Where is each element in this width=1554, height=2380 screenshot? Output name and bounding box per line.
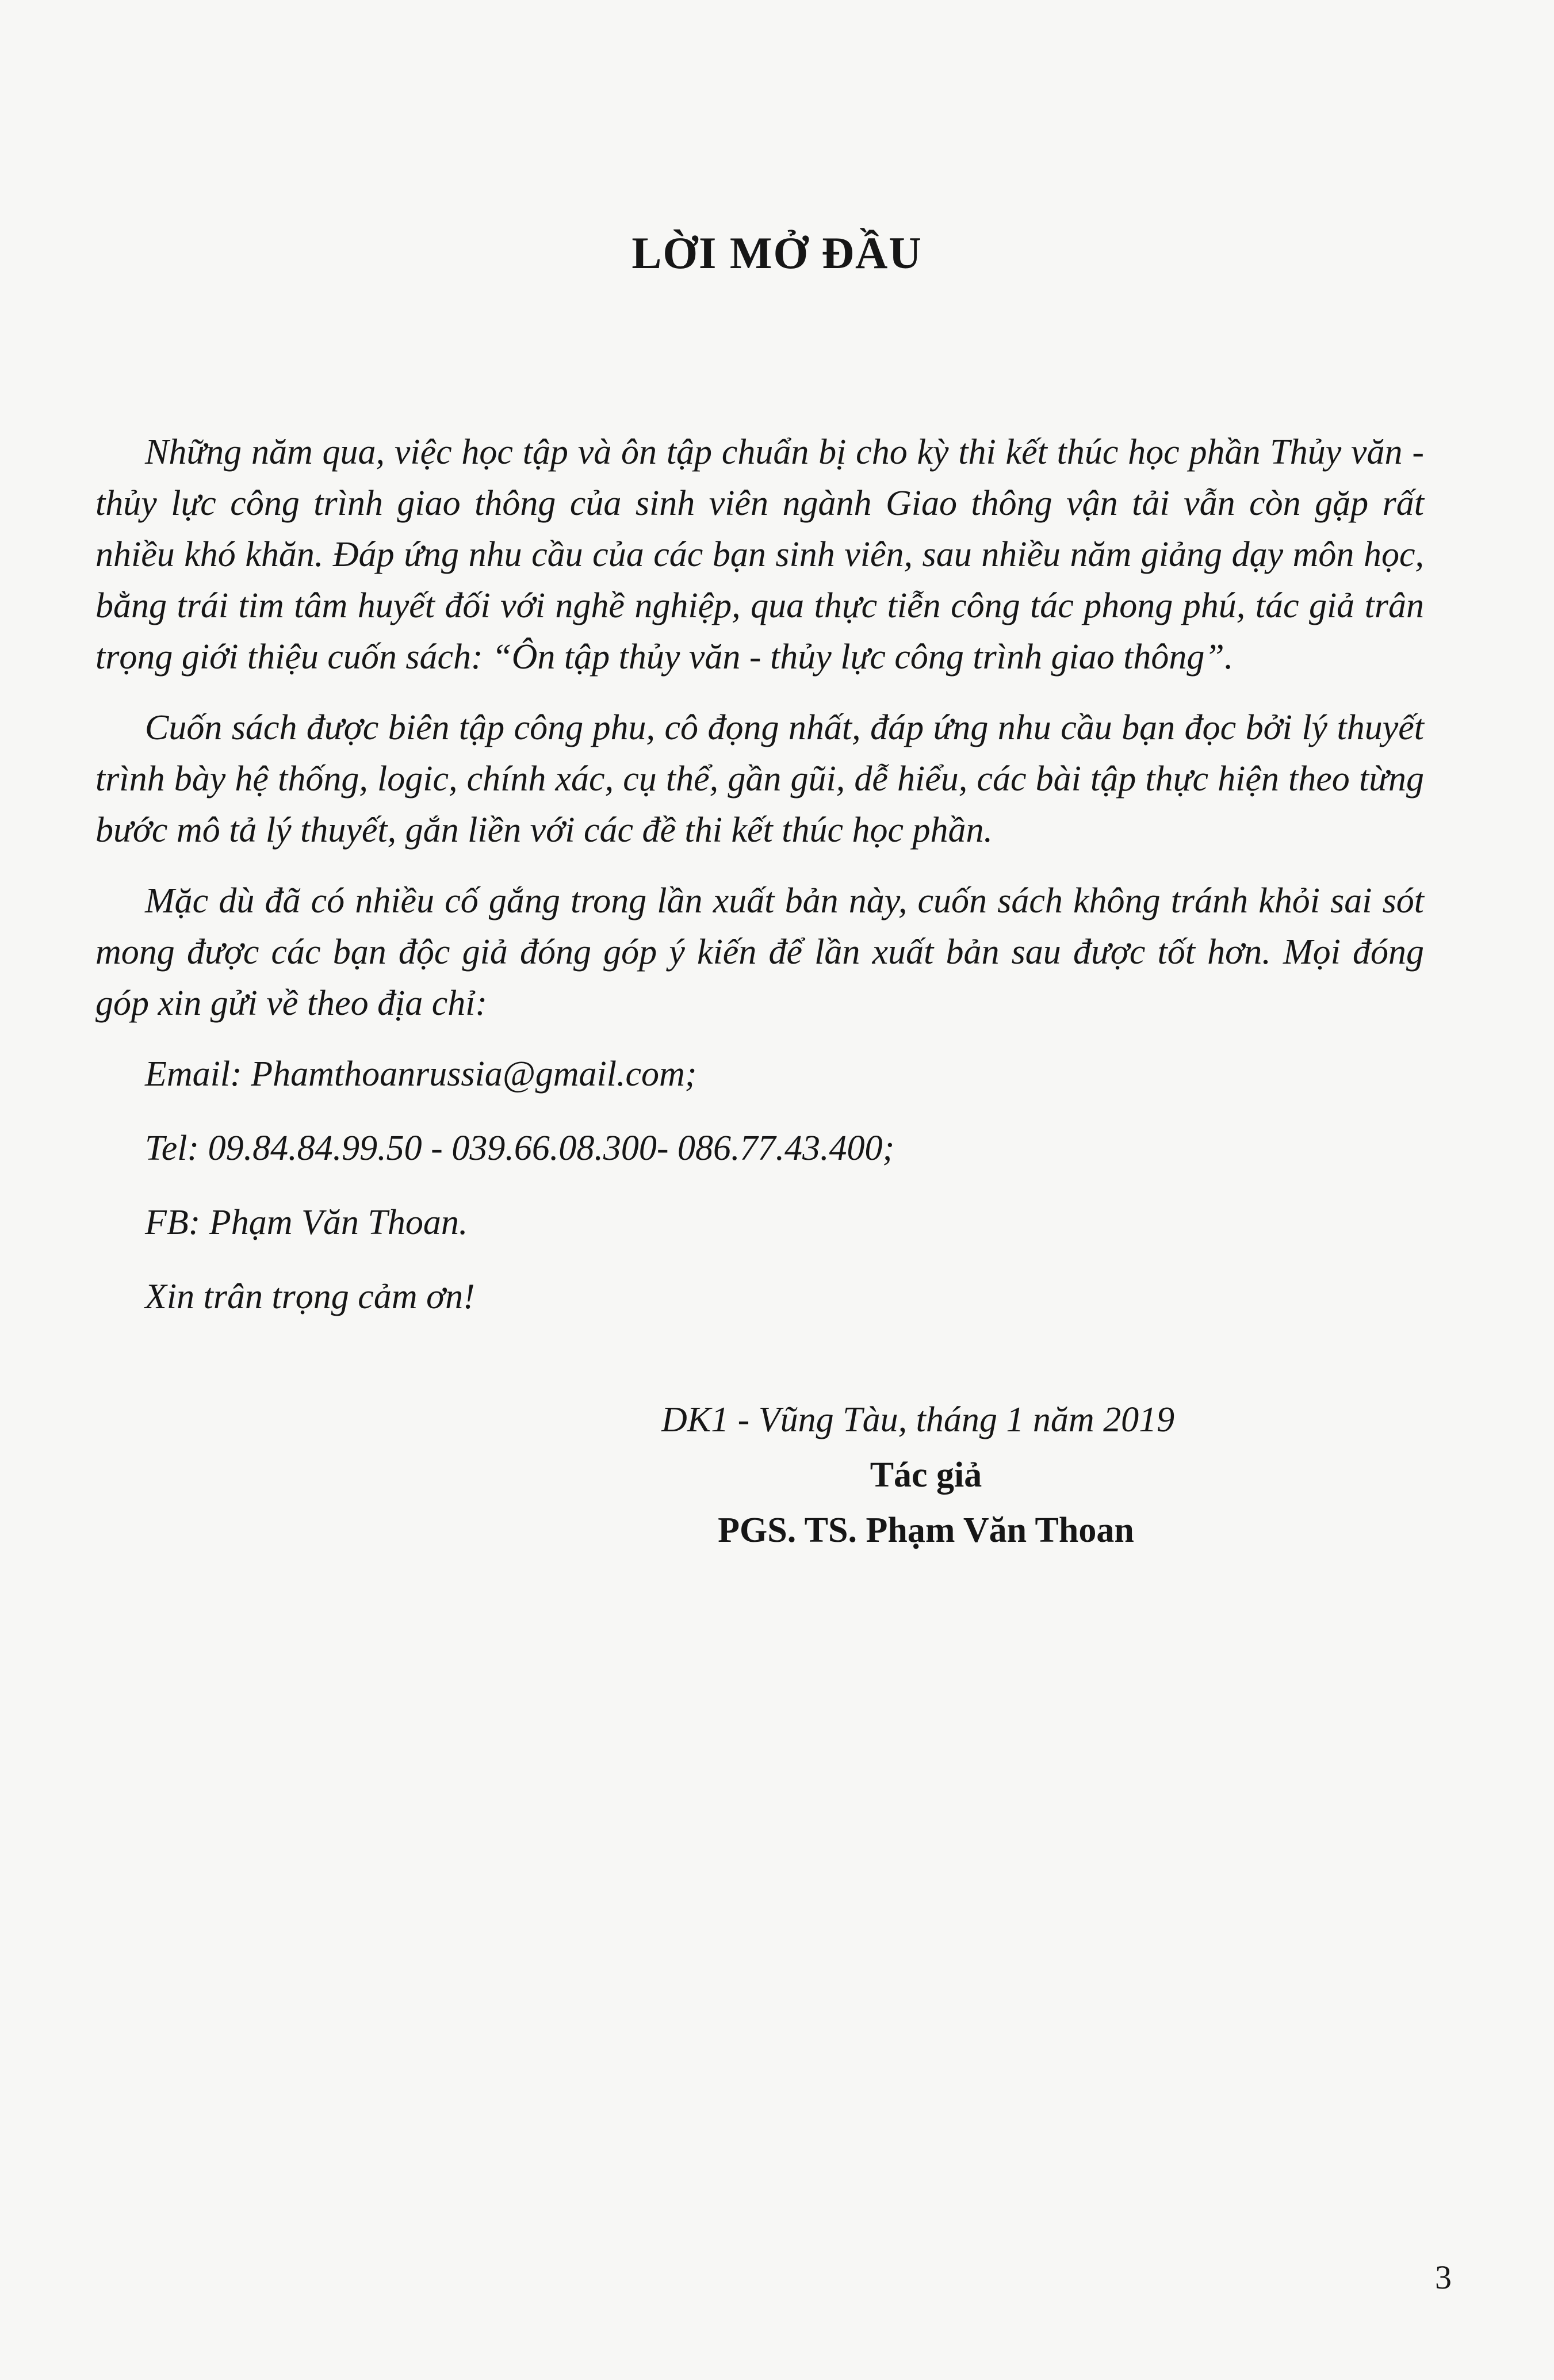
page-number: 3 — [1435, 2259, 1452, 2296]
paragraph-3: Mặc dù đã có nhiều cố gắng trong lần xuất bản này, cuốn sách không tránh khỏi sai sót mong được các bạn độc giả đóng góp ý kiến để lần xuất bản sau được tốt hơn. Mọi đóng góp xin gửi về theo địa chỉ: — [95, 881, 1424, 1023]
contact-email: Email: Phamthoanrussia@gmail.com; — [145, 1055, 697, 1094]
closing-thanks: Xin trân trọng cảm ơn! — [145, 1277, 475, 1316]
page-title: LỜI MỞ ĐẦU — [631, 228, 923, 278]
author-name: PGS. TS. Phạm Văn Thoan — [718, 1511, 1134, 1550]
place-and-date: DK1 - Vũng Tàu, tháng 1 năm 2019 — [661, 1400, 1175, 1439]
preface-body — [95, 427, 1424, 1346]
signature-block — [633, 1392, 1219, 1558]
paragraph-1: Những năm qua, việc học tập và ôn tập chuẩn bị cho kỳ thi kết thúc học phần Thủy văn - thủy lực công trình giao thông của sinh viên ngành Giao thông vận tải vẫn còn gặp rất nhiều khó khăn. Đáp ứng nhu cầu của các bạn sinh viên, sau nhiều năm giảng dạy môn học, bằng trái tim tâm huyết đối với nghề nghiệp, qua thực tiễn công tác phong phú, tác giả trân trọng giới thiệu cuốn sách: “Ôn tập thủy văn - thủy lực công trình giao thông”. — [95, 433, 1424, 677]
contact-phone: Tel: 09.84.84.99.50 - 039.66.08.300- 086.77.43.400; — [145, 1129, 895, 1168]
paragraph-2: Cuốn sách được biên tập công phu, cô đọng nhất, đáp ứng nhu cầu bạn đọc bởi lý thuyết trình bày hệ thống, logic, chính xác, cụ thể, gần gũi, dễ hiểu, các bài tập thực hiện theo từng bước mô tả lý thuyết, gắn liền với các đề thi kết thúc học phần. — [95, 708, 1424, 850]
author-role: Tác giả — [870, 1455, 982, 1495]
contact-facebook: FB: Phạm Văn Thoan. — [145, 1203, 468, 1242]
